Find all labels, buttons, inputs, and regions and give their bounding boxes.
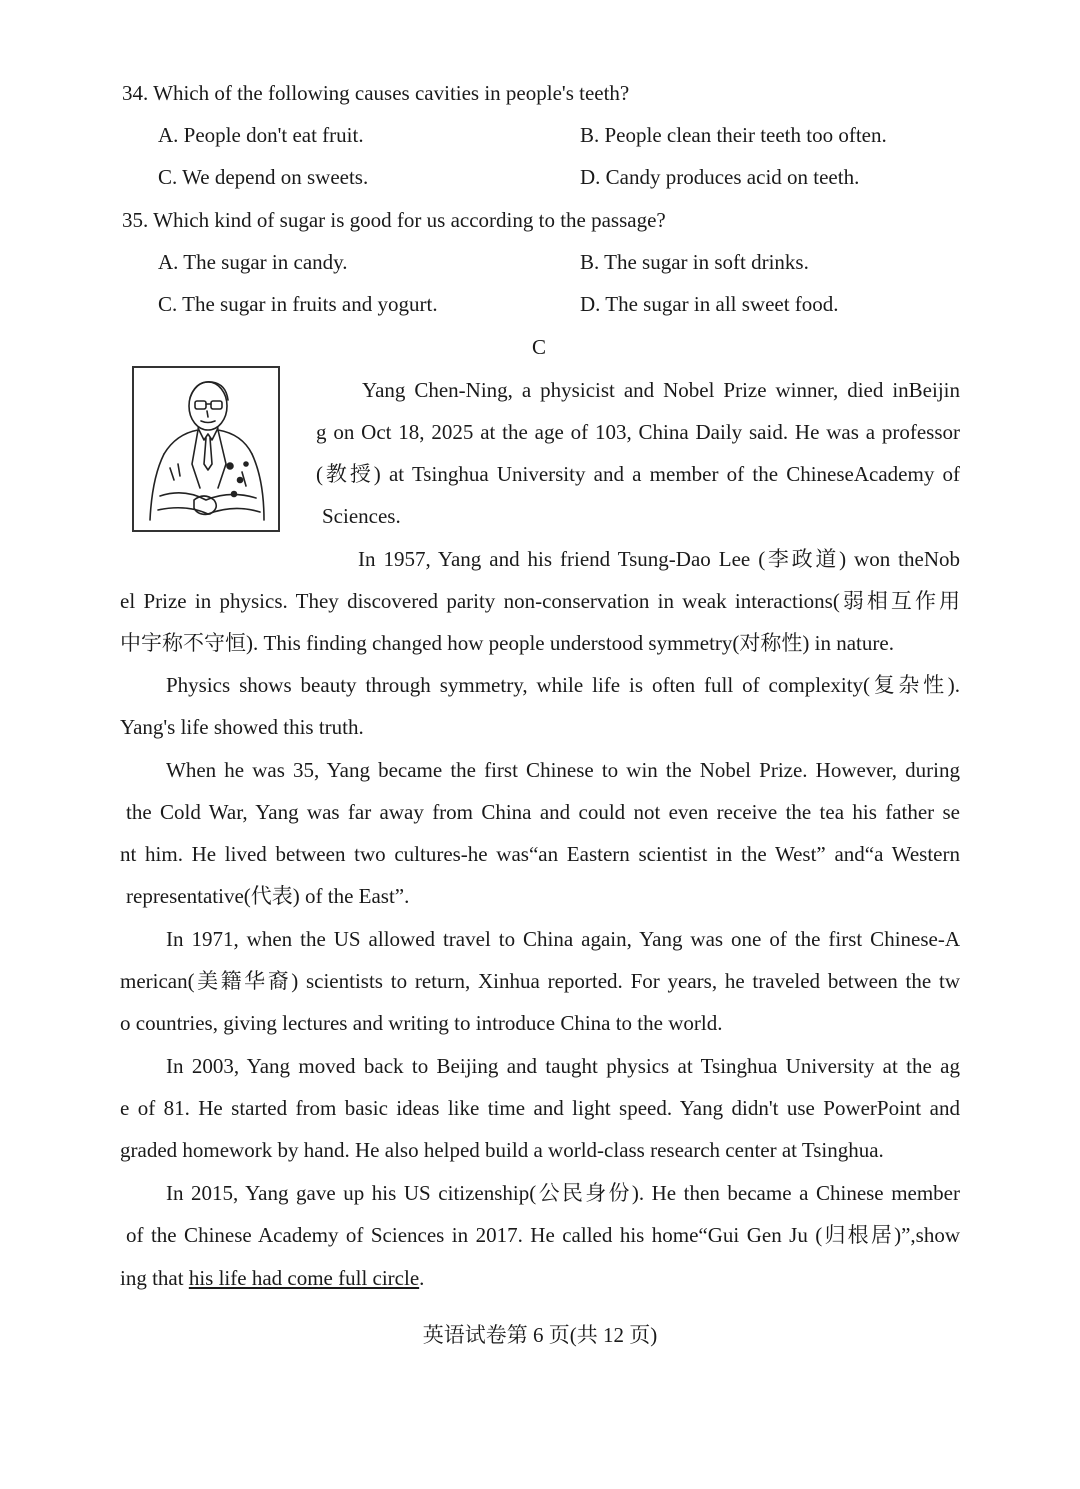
- passage-line-22-suffix: .: [419, 1266, 425, 1290]
- passage-line-9: Yang's life showed this truth.: [120, 715, 364, 739]
- passage-line-11: the Cold War, Yang was far away from China and could not even receive the tea his father se: [126, 800, 960, 824]
- q34-option-b: B. People clean their teeth too often.: [580, 123, 887, 147]
- passage-line-22: [120, 1265, 424, 1291]
- q34-option-d: D. Candy produces acid on teeth.: [580, 165, 860, 189]
- question-35: 35. Which kind of sugar is good for us according to the passage?: [122, 208, 666, 232]
- page-footer: 英语试卷第 6 页(共 12 页): [422, 1323, 658, 1347]
- passage-line-3: (教授) at Tsinghua University and a member of the ChineseAcademy of: [316, 462, 960, 486]
- passage-line-18: e of 81. He started from basic ideas like time and light speed. Yang didn't use PowerPoint and: [120, 1096, 960, 1120]
- passage-line-4: Sciences.: [322, 504, 401, 528]
- passage-line-2: g on Oct 18, 2025 at the age of 103, China Daily said. He was a professor: [316, 420, 960, 444]
- passage-line-1: Yang Chen-Ning, a physicist and Nobel Prize winner, died inBeijin: [362, 378, 960, 402]
- passage-line-19: graded homework by hand. He also helped build a world-class research center at Tsinghua.: [120, 1138, 884, 1162]
- portrait-sketch-drawing: [134, 368, 278, 530]
- q35-option-c: C. The sugar in fruits and yogurt.: [158, 292, 438, 316]
- passage-line-20: In 2015, Yang gave up his US citizenship(公民身份). He then became a Chinese member: [166, 1181, 960, 1205]
- q35-option-a: A. The sugar in candy.: [158, 250, 348, 274]
- passage-line-10: When he was 35, Yang became the first Chinese to win the Nobel Prize. However, during: [166, 758, 960, 782]
- passage-line-16: o countries, giving lectures and writing to introduce China to the world.: [120, 1011, 723, 1035]
- passage-line-6: el Prize in physics. They discovered parity non-conservation in weak interactions(弱相互作用: [120, 589, 960, 613]
- passage-line-14: In 1971, when the US allowed travel to China again, Yang was one of the first Chinese-A: [166, 927, 960, 951]
- passage-line-15: merican(美籍华裔) scientists to return, Xinhua reported. For years, he traveled between the tw: [120, 969, 960, 993]
- portrait-sketch: [132, 366, 280, 532]
- section-letter: C: [532, 335, 547, 359]
- passage-line-13: representative(代表) of the East”.: [126, 884, 410, 908]
- q35-option-d: D. The sugar in all sweet food.: [580, 292, 839, 316]
- q34-option-c: C. We depend on sweets.: [158, 165, 369, 189]
- passage-line-8: Physics shows beauty through symmetry, while life is often full of complexity(复杂性).: [166, 673, 960, 697]
- passage-line-21: of the Chinese Academy of Sciences in 2017. He called his home“Gui Gen Ju (归根居)”,show: [126, 1223, 960, 1247]
- passage-line-12: nt him. He lived between two cultures-he was“an Eastern scientist in the West” and“a Western: [120, 842, 960, 866]
- passage-line-22-prefix: ing that: [120, 1266, 189, 1290]
- q34-option-a: A. People don't eat fruit.: [158, 123, 364, 147]
- q35-option-b: B. The sugar in soft drinks.: [580, 250, 809, 274]
- passage-line-5: In 1957, Yang and his friend Tsung-Dao Lee (李政道) won theNob: [358, 547, 960, 571]
- passage-line-7: 中宇称不守恒). This finding changed how people understood symmetry(对称性) in nature.: [120, 631, 894, 655]
- underlined-phrase: his life had come full circle: [188, 1266, 420, 1290]
- passage-line-17: In 2003, Yang moved back to Beijing and taught physics at Tsinghua University at the ag: [166, 1054, 960, 1078]
- question-34: 34. Which of the following causes cavities in people's teeth?: [122, 81, 630, 105]
